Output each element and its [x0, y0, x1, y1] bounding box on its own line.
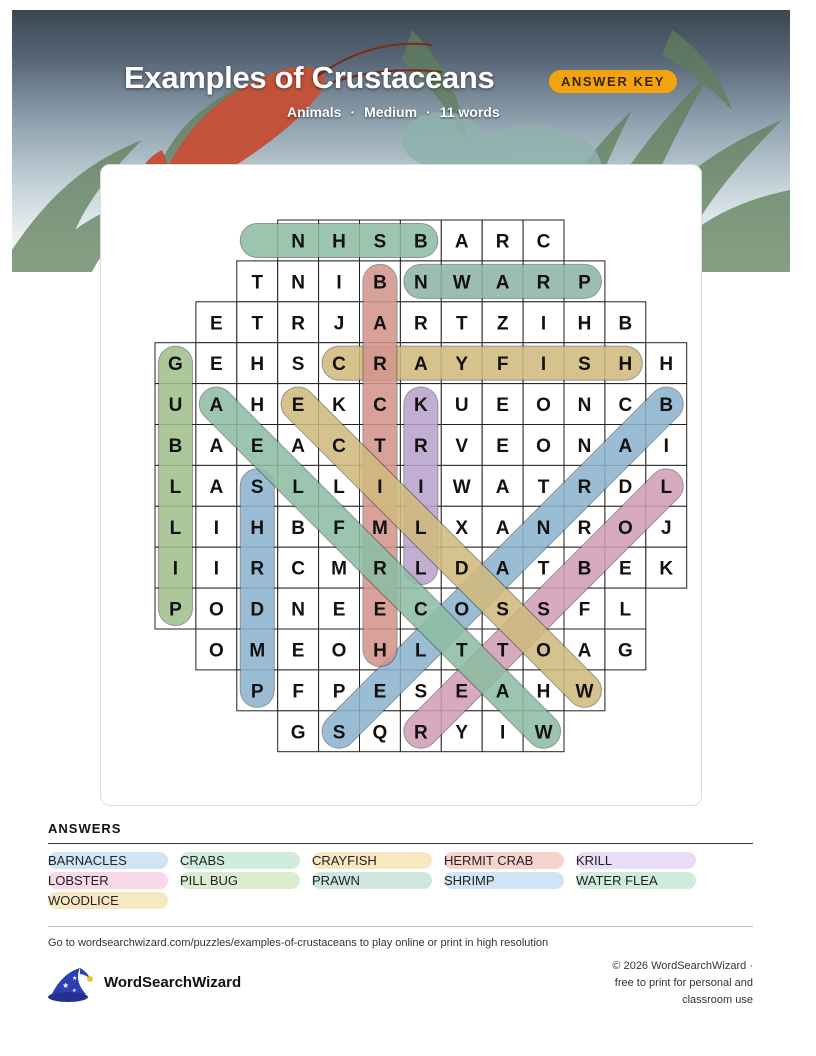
grid-letter: O: [536, 435, 551, 457]
grid-letter: N: [291, 599, 306, 621]
answer-word: LOBSTER: [48, 872, 168, 889]
grid-letter: H: [536, 681, 551, 703]
grid-letter: B: [659, 395, 674, 417]
grid-letter: T: [374, 435, 386, 457]
grid-letter: O: [331, 640, 347, 662]
answers-heading: ANSWERS: [48, 821, 122, 836]
page-title: Examples of Crustaceans: [124, 60, 495, 95]
grid-letter: S: [578, 354, 591, 376]
grid-letter: N: [577, 395, 592, 417]
grid-letter: E: [455, 681, 469, 703]
grid-letter: C: [413, 599, 428, 621]
grid-letter: B: [618, 313, 633, 335]
grid-letter: F: [496, 354, 509, 376]
grid-letter: B: [168, 435, 183, 457]
grid-letter: O: [208, 640, 224, 662]
grid-letter: A: [291, 435, 306, 457]
answer-word: BARNACLES: [48, 852, 168, 869]
grid-letter: H: [250, 354, 265, 376]
grid-letter: B: [577, 558, 592, 580]
grid-letter: D: [454, 558, 469, 580]
grid-letter: H: [250, 517, 265, 539]
grid-letter: S: [332, 722, 346, 744]
grid-letter: D: [250, 599, 265, 621]
grid-letter: W: [534, 722, 553, 744]
grid-letter: N: [577, 435, 592, 457]
grid-letter: T: [251, 272, 264, 294]
grid-letter: T: [455, 640, 468, 662]
grid-letter: B: [413, 231, 428, 253]
grid-letter: H: [577, 313, 592, 335]
grid-letter: G: [617, 640, 633, 662]
grid-letter: A: [577, 640, 592, 662]
grid-letter: A: [495, 476, 510, 498]
grid-letter: N: [291, 272, 306, 294]
grid-letter: L: [415, 558, 427, 580]
grid-letter: K: [413, 395, 428, 417]
grid-letter: T: [455, 313, 468, 335]
grid-letter: L: [169, 476, 182, 498]
grid-letter: N: [413, 272, 428, 294]
grid-letter: F: [333, 517, 345, 539]
grid-letter: Q: [372, 722, 388, 744]
grid-letter: U: [454, 395, 469, 417]
grid-letter: T: [496, 640, 509, 662]
grid-letter: I: [336, 272, 342, 294]
grid-letter: F: [292, 681, 304, 703]
separator-dot: ·: [350, 104, 356, 120]
grid-letter: T: [537, 476, 550, 498]
grid-letter: H: [250, 395, 265, 417]
separator-dot: ·: [426, 104, 431, 120]
grid-letter: S: [414, 681, 428, 703]
grid-letter: O: [617, 517, 633, 539]
answer-word: KRILL: [576, 852, 696, 869]
grid-letter: L: [660, 476, 673, 498]
svg-text:★: ★: [72, 975, 78, 982]
grid-letter: R: [291, 313, 306, 335]
grid-letter: C: [291, 558, 306, 580]
grid-letter: J: [333, 313, 345, 335]
answer-word: CRAYFISH: [312, 852, 432, 869]
grid-letter: U: [168, 395, 183, 417]
grid-letter: R: [413, 313, 428, 335]
grid-letter: E: [210, 354, 223, 376]
grid-letter: Y: [455, 354, 469, 376]
grid-letter: H: [373, 640, 387, 662]
grid-letter: E: [291, 640, 305, 662]
grid-letter: A: [209, 476, 224, 498]
grid-letter: A: [618, 435, 633, 457]
grid-letter: I: [540, 313, 547, 335]
grid-letter: M: [372, 517, 388, 539]
grid-letter: I: [418, 476, 424, 498]
grid-letter: C: [536, 231, 551, 253]
grid-letter: Z: [496, 313, 509, 335]
grid-letter: R: [413, 722, 428, 744]
grid-letter: M: [331, 558, 347, 580]
grid-letter: E: [619, 558, 632, 580]
copyright-line: classroom use: [682, 994, 753, 1006]
grid-letter: S: [373, 231, 387, 253]
grid-letter: E: [332, 599, 346, 621]
copyright-notice: [573, 958, 753, 1009]
answer-word: WOODLICE: [48, 892, 168, 909]
svg-text:★: ★: [72, 988, 77, 994]
grid-letter: F: [578, 599, 591, 621]
grid-letter: A: [454, 231, 469, 253]
difficulty-label: Medium: [364, 104, 418, 120]
grid-letter: S: [496, 599, 509, 621]
word-count-label: 11 words: [439, 104, 500, 120]
grid-letter: R: [413, 435, 428, 457]
grid-letter: A: [373, 313, 387, 335]
grid-letter: N: [536, 517, 551, 539]
grid-letter: E: [373, 681, 387, 703]
grid-letter: I: [540, 354, 547, 376]
category-label: Animals: [287, 104, 342, 120]
grid-letter: S: [291, 354, 305, 376]
answer-key-badge: ANSWER KEY: [549, 70, 677, 93]
copyright-line: free to print for personal and: [614, 977, 753, 989]
wizard-hat-icon: [46, 964, 94, 1004]
grid-letter: O: [536, 640, 551, 662]
grid-letter: I: [377, 476, 383, 498]
grid-letter: R: [250, 558, 265, 580]
grid-letter: O: [454, 599, 470, 621]
grid-letter: W: [575, 681, 594, 703]
grid-letter: G: [290, 722, 306, 744]
grid-letter: P: [332, 681, 346, 703]
grid-letter: C: [373, 395, 387, 417]
grid-letter: I: [500, 722, 506, 744]
grid-letter: T: [537, 558, 550, 580]
grid-letter: W: [452, 476, 471, 498]
grid-letter: T: [251, 313, 264, 335]
grid-letter: R: [536, 272, 551, 294]
grid-letter: A: [495, 558, 510, 580]
grid-letter: E: [496, 435, 509, 457]
answers-divider: [48, 843, 753, 844]
grid-letter: M: [249, 640, 266, 662]
grid-letter: S: [250, 476, 264, 498]
grid-letter: I: [213, 558, 219, 580]
grid-letter: A: [413, 354, 428, 376]
grid-letter: V: [455, 435, 469, 457]
grid-letter: K: [332, 395, 346, 417]
grid-letter: Y: [455, 722, 469, 744]
grid-letter: K: [659, 558, 674, 580]
grid-letter: R: [577, 517, 592, 539]
svg-text:★: ★: [62, 981, 70, 990]
grid-letter: C: [332, 435, 346, 457]
answer-word: PRAWN: [312, 872, 432, 889]
grid-letter: L: [415, 517, 427, 539]
grid-letter: E: [291, 395, 305, 417]
footer-divider: [48, 926, 753, 927]
grid-letter: P: [169, 599, 182, 621]
grid-letter: C: [618, 395, 633, 417]
copyright-line: © 2026 WordSearchWizard ·: [612, 960, 753, 972]
grid-letter: S: [537, 599, 550, 621]
grid-letter: I: [663, 435, 669, 457]
grid-letter: L: [292, 476, 304, 498]
grid-letter: L: [619, 599, 632, 621]
grid-letter: H: [332, 231, 346, 253]
grid-letter: D: [618, 476, 633, 498]
grid-letter: I: [213, 517, 219, 539]
grid-letter: E: [496, 395, 509, 417]
grid-letter: A: [209, 435, 224, 457]
grid-letter: O: [536, 395, 551, 417]
play-online-link-text: Go to wordsearchwizard.com/puzzles/examples-of-crustaceans to play online or print in high resolution: [48, 937, 549, 949]
answer-word: WATER FLEA: [576, 872, 696, 889]
grid-letter: R: [577, 476, 592, 498]
grid-letter: P: [250, 681, 264, 703]
grid-letter: B: [373, 272, 387, 294]
grid-letter: A: [495, 272, 510, 294]
grid-letter: L: [333, 476, 345, 498]
grid-letter: A: [495, 517, 510, 539]
grid-letter: E: [373, 599, 387, 621]
grid-letter: J: [660, 517, 672, 539]
answer-word: CRABS: [180, 852, 300, 869]
grid-letter: R: [373, 354, 387, 376]
grid-letter: R: [495, 231, 510, 253]
grid-letter: E: [210, 313, 223, 335]
grid-letter: A: [209, 395, 224, 417]
brand-name: WordSearchWizard: [104, 974, 242, 991]
answer-word: PILL BUG: [180, 872, 300, 889]
grid-letter: A: [495, 681, 510, 703]
grid-letter: R: [373, 558, 387, 580]
grid-letter: E: [250, 435, 264, 457]
grid-letter: L: [169, 517, 182, 539]
grid-letter: H: [618, 354, 633, 376]
grid-letter: X: [455, 517, 469, 539]
answer-word: HERMIT CRAB: [444, 852, 564, 869]
grid-letter: I: [172, 558, 179, 580]
grid-letter: W: [452, 272, 471, 294]
grid-letter: G: [168, 354, 183, 376]
grid-letter: H: [659, 354, 674, 376]
answer-word: SHRIMP: [444, 872, 564, 889]
grid-letter: L: [415, 640, 427, 662]
grid-letter: B: [291, 517, 306, 539]
grid-letter: O: [208, 599, 224, 621]
grid-letter: N: [291, 231, 306, 253]
grid-letter: P: [578, 272, 591, 294]
grid-letter: C: [332, 354, 346, 376]
